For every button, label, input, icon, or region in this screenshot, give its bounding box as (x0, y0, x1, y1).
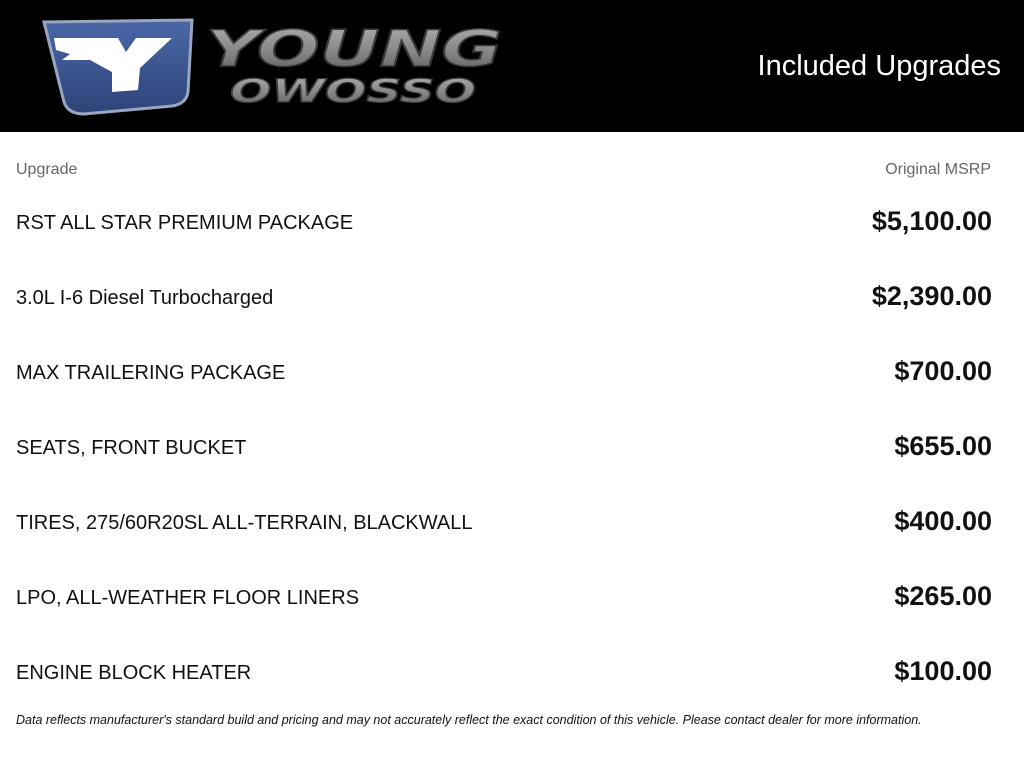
upgrade-name: LPO, ALL-WEATHER FLOOR LINERS (16, 587, 360, 609)
upgrade-name: RST ALL STAR PREMIUM PACKAGE (16, 212, 354, 234)
disclaimer-text: Data reflects manufacturer's standard build and pricing and may not accurately reflect the exact condition of this vehicle. Please contact dealer for more information. (16, 713, 922, 727)
upgrades-list (0, 185, 1024, 710)
column-header-upgrade: Upgrade (16, 161, 78, 178)
page-title: Included Upgrades (757, 50, 1001, 82)
upgrade-row (0, 410, 1024, 485)
upgrade-price: $100.00 (894, 656, 992, 686)
column-header-msrp: Original MSRP (885, 161, 991, 178)
logo-text-owosso: OWOSSO (230, 72, 476, 110)
upgrade-name: 3.0L I-6 Diesel Turbocharged (16, 287, 274, 309)
upgrade-row (0, 185, 1024, 260)
upgrade-price: $2,390.00 (871, 281, 992, 311)
upgrade-price: $400.00 (894, 506, 992, 536)
header-banner (0, 0, 1024, 132)
upgrade-row (0, 485, 1024, 560)
upgrade-price: $265.00 (894, 581, 992, 611)
upgrade-price: $5,100.00 (871, 206, 992, 236)
upgrade-row (0, 260, 1024, 335)
upgrade-name: MAX TRAILERING PACKAGE (16, 362, 286, 384)
logo-text-young: YOUNG (206, 20, 502, 78)
upgrade-name: TIRES, 275/60R20SL ALL-TERRAIN, BLACKWALL (16, 512, 473, 534)
upgrade-price: $655.00 (894, 431, 992, 461)
upgrade-name: SEATS, FRONT BUCKET (16, 437, 247, 459)
upgrade-row (0, 560, 1024, 635)
upgrade-row (0, 635, 1024, 710)
dealer-logo (40, 16, 510, 116)
upgrade-name: ENGINE BLOCK HEATER (16, 662, 252, 684)
upgrade-row (0, 335, 1024, 410)
upgrade-price: $700.00 (894, 356, 992, 386)
